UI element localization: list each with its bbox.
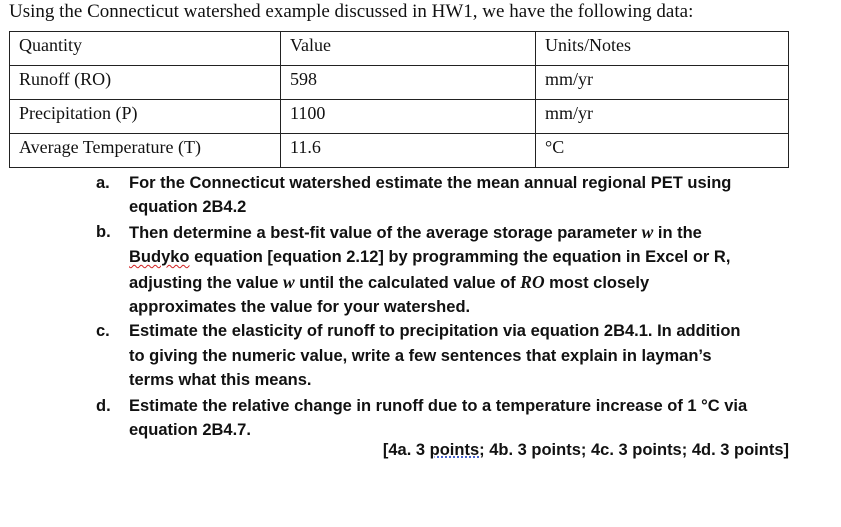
question-list [96,171,796,442]
intro-text: Using the Connecticut watershed example discussed in HW1, we have the following data: [9,1,694,22]
question-marker: c. [96,322,110,341]
table-row [10,134,789,168]
spellcheck-word: Budyko [129,248,190,267]
table-row [10,66,789,100]
question-marker: b. [96,222,111,241]
points-underlined: points; [429,441,485,459]
question-marker: a. [96,174,110,192]
question-text: Estimate the relative change in runoff due to a temperature increase of 1 °C via [129,396,748,415]
question-text: adjusting the value [129,273,284,292]
question-marker: d. [96,396,111,415]
question-text: Estimate the elasticity of runoff to precipitation via equation 2B4.1. In addition [129,322,741,341]
cell-quantity: Runoff (RO) [10,66,281,100]
question-text: to giving the numeric value, write a few sentences that explain in layman’s [129,346,712,365]
question-text: Then determine a best-fit value of the average storage parameter [129,223,642,242]
question-text: equation 2B4.7. [129,421,251,440]
table-header-row [10,32,789,66]
question-b [96,220,796,320]
header-value: Value [281,32,536,66]
variable-w: w [641,221,654,242]
cell-quantity: Average Temperature (T) [10,134,281,168]
points-summary [383,441,789,460]
question-text: most closely [544,273,650,292]
question-text: approximates the value for your watershed. [129,298,471,317]
question-text: equation 2B4.2 [129,198,247,217]
cell-units: mm/yr [536,100,789,134]
question-text: equation [equation 2.12] by programming the equation in Excel or R, [189,248,731,267]
variable-w: w [283,271,295,292]
data-table [9,31,789,168]
cell-quantity: Precipitation (P) [10,100,281,134]
table-row [10,100,789,134]
cell-units: °C [536,134,789,168]
cell-value: 598 [281,66,536,100]
question-c [96,319,796,392]
points-text: [4a. 3 [382,441,430,459]
cell-value: 11.6 [281,134,536,168]
question-text: terms what this means. [129,371,312,390]
cell-value: 1100 [281,100,536,134]
question-text: until the calculated value of [294,273,521,292]
question-a [96,171,796,220]
cell-units: mm/yr [536,66,789,100]
header-units: Units/Notes [536,32,789,66]
question-d [96,394,796,443]
question-text: in the [653,223,702,242]
points-text: 4b. 3 points; 4c. 3 points; 4d. 3 points] [484,441,789,459]
variable-ro: RO [520,271,545,292]
header-quantity: Quantity [10,32,281,66]
question-text: For the Connecticut watershed estimate the mean annual regional PET using [129,174,732,192]
